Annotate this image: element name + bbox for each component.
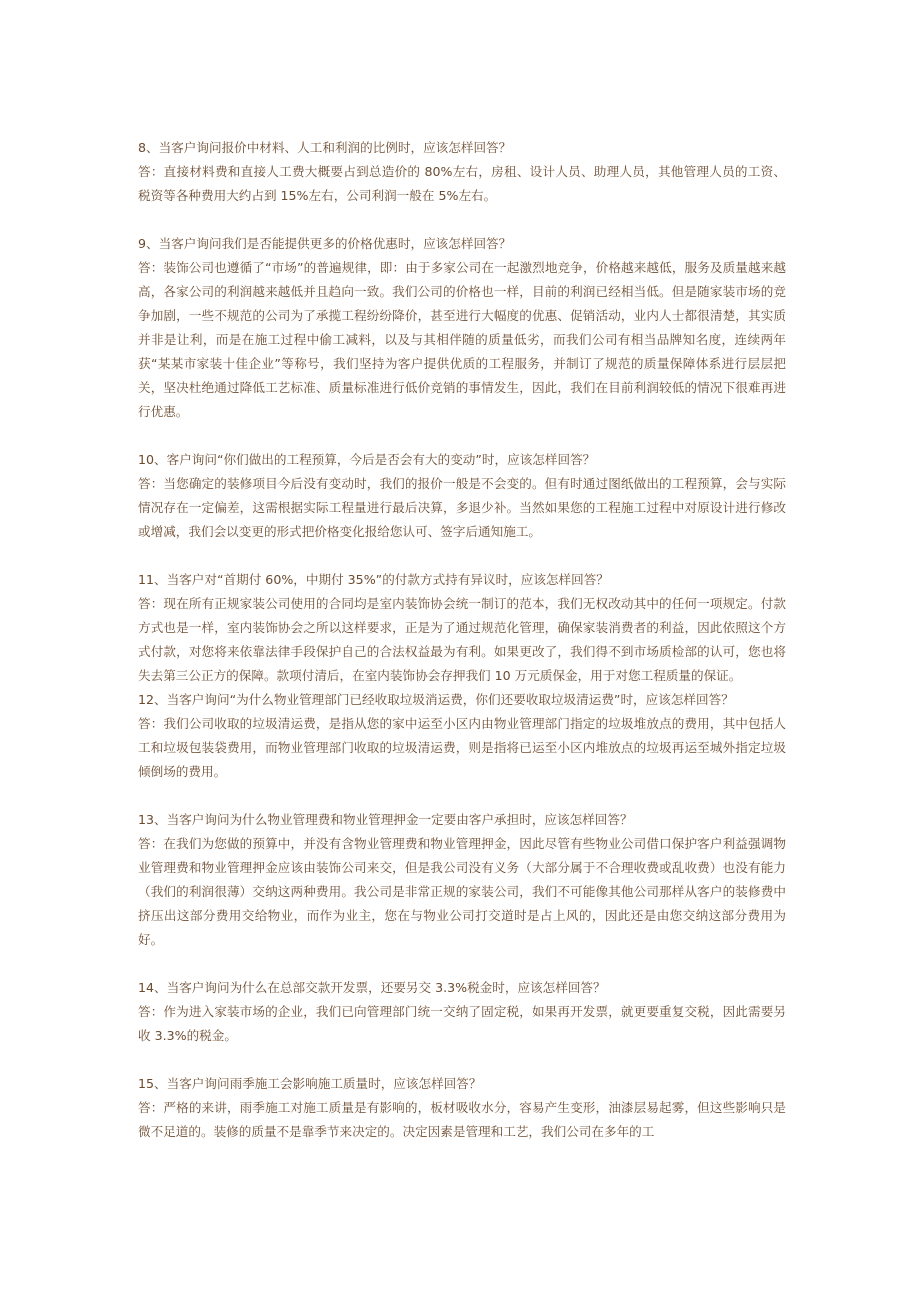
paragraph-gap <box>138 208 786 232</box>
qa-item-12 <box>138 688 786 784</box>
paragraph-gap <box>138 424 786 448</box>
qa-item-14 <box>138 976 786 1048</box>
question-9: 9、当客户询问我们是否能提供更多的价格优惠时，应该怎样回答？ <box>138 236 512 251</box>
question-11: 11、当客户对“首期付 60%，中期付 35%”的付款方式持有异议时，应该怎样回答？ <box>138 572 609 587</box>
answer-15: 答：严格的来讲，雨季施工对施工质量是有影响的，板材吸收水分，容易产生变形，油漆层易起雾，但这些影响只是微不足道的。装修的质量不是靠季节来决定的。决定因素是管理和工艺，我们公司在多年的工 <box>138 1100 786 1139</box>
answer-9: 答：装饰公司也遵循了“市场”的普遍规律，即：由于多家公司在一起激烈地竞争，价格越来越低，服务及质量越来越高，各家公司的利润越来越低并且趋向一致。我们公司的价格也一样，目前的利润已经相当低。但是随家装市场的竞争加剧，一些不规范的公司为了承揽工程纷纷降价，甚至进行大幅度的优惠、促销活动，业内人士都很清楚，其实质并非是让利，而是在施工过程中偷工减料，以及与其相伴随的质量低劣，而我们公司有相当品牌知名度，连续两年获“某某市家装十佳企业”等称号，我们坚持为客户提供优质的工程服务，并制订了规范的质量保障体系进行层层把关，坚决杜绝通过降低工艺标准、质量标准进行低价竞销的事情发生，因此，我们在目前利润较低的情况下很难再进行优惠。 <box>138 260 786 419</box>
qa-item-13 <box>138 808 786 952</box>
qa-item-8 <box>138 136 786 208</box>
document-page <box>138 136 786 1144</box>
qa-item-10 <box>138 448 786 544</box>
question-13: 13、当客户询问为什么物业管理费和物业管理押金一定要由客户承担时，应该怎样回答？ <box>138 812 633 827</box>
paragraph-gap <box>138 952 786 976</box>
answer-10: 答：当您确定的装修项目今后没有变动时，我们的报价一般是不会变的。但有时通过图纸做出的工程预算，会与实际情况存在一定偏差，这需根据实际工程量进行最后决算，多退少补。当然如果您的工程施工过程中对原设计进行修改或增减，我们会以变更的形式把价格变化报给您认可、签字后通知施工。 <box>138 476 786 539</box>
answer-13: 答：在我们为您做的预算中，并没有含物业管理费和物业管理押金，因此尽管有些物业公司借口保护客户利益强调物业管理费和物业管理押金应该由装饰公司来交，但是我公司没有义务（大部分属于不合理收费或乱收费）也没有能力（我们的利润很薄）交纳这两种费用。我公司是非常正规的家装公司，我们不可能像其他公司那样从客户的装修费中挤压出这部分费用交给物业，而作为业主，您在与物业公司打交道时是占上风的，因此还是由您交纳这部分费用为好。 <box>138 836 786 947</box>
qa-item-11 <box>138 568 786 688</box>
question-15: 15、当客户询问雨季施工会影响施工质量时，应该怎样回答？ <box>138 1076 482 1091</box>
question-10: 10、客户询问“你们做出的工程预算，今后是否会有大的变动”时，应该怎样回答？ <box>138 452 596 467</box>
answer-14: 答：作为进入家装市场的企业，我们已向管理部门统一交纳了固定税，如果再开发票，就更要重复交税，因此需要另收 3.3%的税金。 <box>138 1004 786 1043</box>
answer-8: 答：直接材料费和直接人工费大概要占到总造价的 80%左右，房租、设计人员、助理人员，其他管理人员的工资、税资等各种费用大约占到 15%左右，公司利润一般在 5%左右。 <box>138 164 786 203</box>
question-12: 12、当客户询问“为什么物业管理部门已经收取垃圾消运费，你们还要收取垃圾清运费”时，应该怎样回答？ <box>138 692 734 707</box>
paragraph-gap <box>138 784 786 808</box>
qa-item-15 <box>138 1072 786 1144</box>
question-14: 14、当客户询问为什么在总部交款开发票，还要另交 3.3%税金时，应该怎样回答？ <box>138 980 606 995</box>
answer-12: 答：我们公司收取的垃圾清运费，是指从您的家中运至小区内由物业管理部门指定的垃圾堆放点的费用，其中包括人工和垃圾包装袋费用，而物业管理部门收取的垃圾清运费，则是指将已运至小区内堆放点的垃圾再运至城外指定垃圾倾倒场的费用。 <box>138 716 786 779</box>
paragraph-gap <box>138 544 786 568</box>
question-8: 8、当客户询问报价中材料、人工和利润的比例时，应该怎样回答？ <box>138 140 512 155</box>
paragraph-gap <box>138 1048 786 1072</box>
answer-11: 答：现在所有正规家装公司使用的合同均是室内装饰协会统一制订的范本，我们无权改动其中的任何一项规定。付款方式也是一样，室内装饰协会之所以这样要求，正是为了通过规范化管理，确保家装消费者的利益，因此依照这个方式付款，对您将来依靠法律手段保护自己的合法权益最为有利。如果更改了，我们得不到市场质检部的认可，您也将失去第三公正方的保障。款项付清后，在室内装饰协会存押我们 10 万元质保金，用于对您工程质量的保证。 <box>138 596 786 683</box>
qa-item-9 <box>138 232 786 424</box>
